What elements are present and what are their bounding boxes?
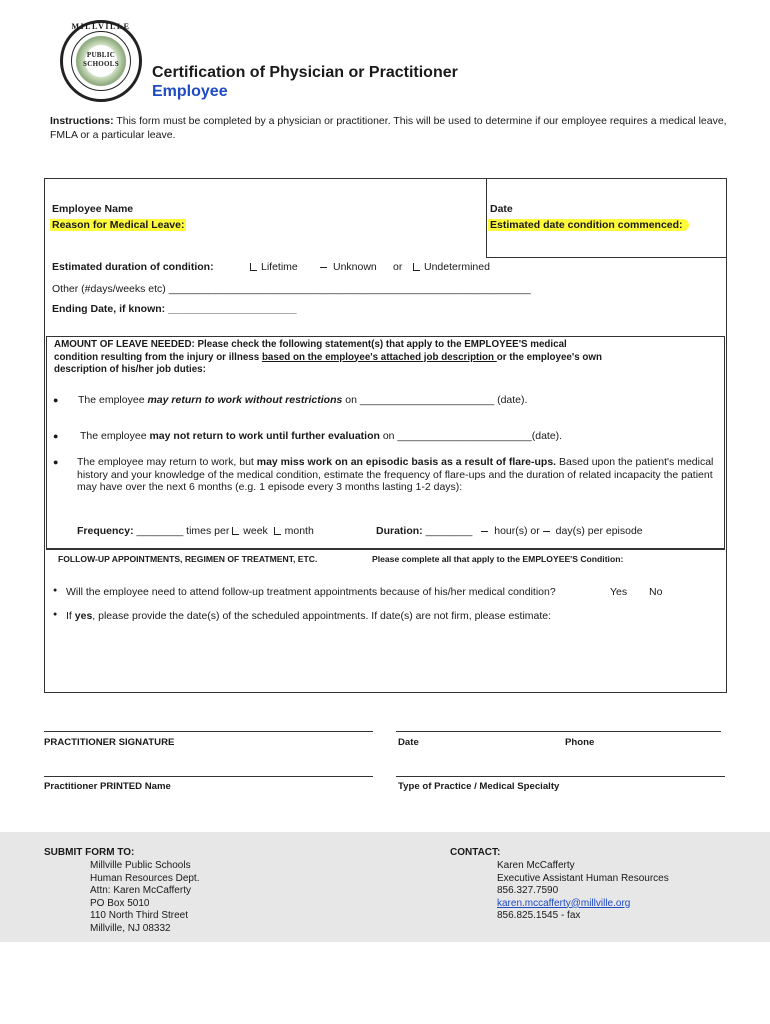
duration-label: Duration: [376,525,423,537]
text: yes [74,610,93,622]
signature-line[interactable] [44,731,373,732]
text: condition resulting from the injury or illness [54,351,262,363]
contact-name: Karen McCafferty [497,860,575,871]
address-line: Human Resources Dept. [90,872,200,884]
text: If [66,610,75,622]
date-phone-line[interactable] [396,731,721,732]
text: , please provide the date(s) of the scheduled appointments. If date(s) are not firm, please estimate: [92,610,552,622]
text: on _______________________ (date). [342,394,528,406]
bullet-icon: ● [53,457,59,467]
date-label: Date [490,203,513,215]
printed-name-line[interactable] [44,776,373,777]
text: The employee [80,430,150,442]
followup-question: Will the employee need to attend follow-up treatment appointments because of his/her medical condition? [66,586,556,598]
option-undetermined[interactable] [413,261,490,273]
logo-arc-text: MILLVILLE [71,22,131,31]
practice-type-label: Type of Practice / Medical Specialty [398,781,560,792]
frequency-label: Frequency: [77,525,134,537]
contact-phone: 856.327.7590 [497,885,559,896]
text: or the employee's own [496,351,602,363]
practice-type-line[interactable] [396,776,725,777]
contact-fax: 856.825.1545 - fax [497,910,581,921]
amount-heading [54,339,722,377]
option-lifetime[interactable] [250,261,298,273]
address-line: Millville, NJ 08332 [90,922,171,934]
contact-block [497,860,669,923]
yes-option[interactable]: Yes [610,586,628,598]
instructions-label: Instructions: [50,115,114,127]
text: based on the employee's attached job description [261,351,497,363]
submit-heading: SUBMIT FORM TO: [44,847,135,858]
bullet-icon: ● [53,587,58,594]
duration-episode-row[interactable] [376,525,643,537]
statement-return-no-restrictions[interactable] [78,394,527,406]
option-label: Undetermined [424,261,490,273]
other-duration-field[interactable]: Other (#days/weeks etc) ______________________________________________________________ [52,283,531,295]
option-unknown[interactable] [320,261,377,273]
hours-label: hour(s) or [494,525,540,537]
instructions-text: This form must be completed by a physician or practitioner. This will be used to determine if our employee requires a medical leave, FMLA or a particular leave. [50,115,727,141]
days-label: day(s) per episode [555,525,643,537]
text: may miss work on an episodic basis as a result of flare-ups. [256,456,557,468]
sig-date-label: Date [398,737,419,748]
month-label: month [284,525,314,537]
amount-heading-line: description of his/her job duties: [54,364,206,375]
option-label: Unknown [333,261,377,273]
page-title: Certification of Physician or Practitioner [152,64,458,81]
text: The employee [78,394,148,406]
checkbox-icon[interactable] [413,263,420,271]
text: may not return to work until further evaluation [149,430,380,442]
statement-episodic[interactable] [77,456,717,494]
checkbox-icon[interactable] [320,267,327,268]
divider [486,257,727,258]
text: on _______________________(date). [379,430,563,442]
amount-heading-line [54,352,722,365]
statement-not-return[interactable] [80,430,562,442]
amount-heading-line: AMOUNT OF LEAVE NEEDED: Please check the following statement(s) that apply to the EMPLOYEE'S medical [54,339,567,350]
text: The employee may return to work, but [77,456,257,468]
reason-for-leave-field[interactable]: Reason for Medical Leave: [52,219,185,231]
printed-name-label: Practitioner PRINTED Name [44,781,171,792]
phone-label: Phone [565,737,595,748]
checkbox-icon[interactable] [481,531,488,532]
option-label: Lifetime [261,261,298,273]
week-label: week [243,525,268,537]
bullet-icon: ● [53,431,59,441]
text: may return to work without restrictions [147,394,343,406]
address-line: 110 North Third Street [90,910,189,921]
divider [486,178,487,258]
page-subtitle: Employee [152,83,228,100]
followup-title: FOLLOW-UP APPOINTMENTS, REGIMEN OF TREATMENT, ETC. [58,554,318,564]
checkbox-icon[interactable] [543,531,550,532]
logo-line-public: PUBLIC [86,51,116,59]
text: Based upon the patient's medical history and your knowledge of the medical condition, estimate the frequency of flare-ups and the duration of related incapacity the patient may have over the next 6 months (e.g. 1 episode every 3 months lasting 1-2 days): [77,456,714,493]
address-line: Attn: Karen McCafferty [90,885,191,896]
school-seal-logo [60,20,142,102]
instructions [50,114,740,142]
appointment-dates-prompt[interactable] [66,610,551,622]
address-line: Millville Public Schools [90,860,191,871]
submit-address [90,860,200,935]
employee-name-label: Employee Name [52,203,134,215]
checkbox-icon[interactable] [250,263,257,271]
duration-row [52,261,214,273]
contact-email-link[interactable]: karen.mccafferty@millville.org [497,897,631,909]
frequency-row[interactable] [77,525,314,537]
checkbox-icon[interactable] [274,527,281,535]
bullet-icon: ● [53,611,58,618]
ending-date-field[interactable]: Ending Date, if known: ______________________ [52,303,297,315]
logo-line-schools: SCHOOLS [83,60,119,68]
checkbox-icon[interactable] [232,527,239,535]
frequency-blank[interactable]: ________ times per [133,525,233,537]
duration-blank[interactable]: ________ [422,525,476,537]
followup-instruction: Please complete all that apply to the EMPLOYEE'S Condition: [372,554,624,564]
contact-title: Executive Assistant Human Resources [497,872,669,884]
practitioner-signature-label: PRACTITIONER SIGNATURE [44,737,175,748]
bullet-icon: ● [53,395,59,405]
contact-heading: CONTACT: [450,847,501,858]
or-text: or [393,261,403,273]
estimated-date-field[interactable]: Estimated date condition commenced: [488,219,689,231]
duration-label: Estimated duration of condition: [52,261,214,273]
address-line: PO Box 5010 [90,897,150,909]
no-option[interactable]: No [649,586,663,598]
